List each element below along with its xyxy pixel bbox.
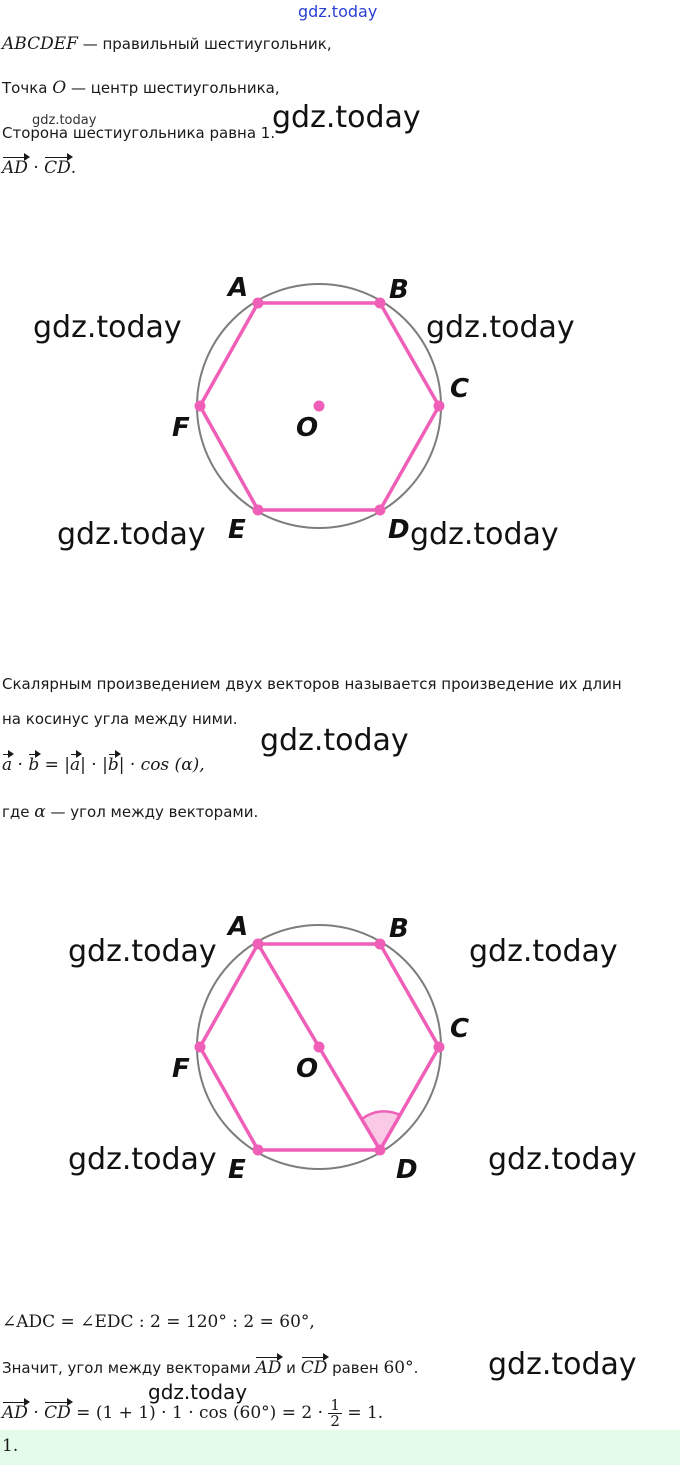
- label-b: B: [389, 914, 409, 944]
- task-expression: [2, 158, 76, 178]
- conclusion-line: [2, 1358, 418, 1378]
- definition-line-2: на косинус угла между ними.: [2, 710, 238, 728]
- final-expression: = (1 + 1) · 1 · cos (60°) = 2 ·: [70, 1403, 329, 1423]
- definition-line-4: [2, 802, 258, 822]
- final-end: = 1.: [341, 1403, 384, 1423]
- label-e: E: [228, 515, 246, 545]
- vector-cd: CD: [44, 1403, 71, 1423]
- watermark: gdz.today: [488, 1347, 637, 1382]
- answer-box: [0, 1430, 680, 1465]
- label-c: C: [450, 374, 470, 404]
- angle-equation: ∠ADC = ∠EDC : 2 = 120° : 2 = 60°,: [2, 1312, 315, 1332]
- watermark: gdz.today: [410, 517, 559, 552]
- definition-line-1: Скалярным произведением двух векторов называется произведение их длин: [2, 675, 622, 693]
- watermark-small: gdz.today: [32, 113, 97, 128]
- dot-product-formula: a · b = |a| · |b| · cos (α),: [2, 755, 205, 775]
- definition-line-4-a: где: [2, 803, 35, 821]
- dot-operator: ·: [27, 1403, 45, 1423]
- intro-line-2-b: — центр шестиугольника,: [66, 79, 280, 97]
- vector-ad: AD: [2, 1403, 28, 1423]
- vector-ad: AD: [2, 158, 28, 178]
- label-e: E: [228, 1155, 246, 1185]
- vector-a: a: [2, 755, 13, 775]
- label-d: D: [388, 515, 410, 545]
- conclusion-b: равен: [327, 1359, 384, 1377]
- watermark: gdz.today: [148, 1380, 248, 1404]
- conclusion-a: Значит, угол между векторами: [2, 1359, 256, 1377]
- watermark: gdz.today: [33, 310, 182, 345]
- dot-operator: ·: [27, 158, 45, 178]
- formula-end: | · cos (α),: [118, 755, 205, 775]
- watermark: gdz.today: [426, 310, 575, 345]
- label-b: B: [389, 275, 409, 305]
- watermark: gdz.today: [488, 1142, 637, 1177]
- watermark: gdz.today: [260, 723, 409, 758]
- fraction-one-half: [328, 1398, 342, 1429]
- vertices: [195, 298, 445, 516]
- watermark: gdz.today: [272, 100, 421, 135]
- hexagon-name: ABCDEF: [2, 34, 78, 54]
- label-d: D: [396, 1155, 418, 1185]
- vector-a-abs: a: [70, 755, 81, 775]
- center-name: O: [52, 78, 67, 98]
- intro-line-2: [2, 78, 280, 98]
- watermark: gdz.today: [68, 934, 217, 969]
- fraction-numerator: 1: [330, 1396, 340, 1414]
- watermark: gdz.today: [57, 517, 206, 552]
- label-f: F: [172, 1054, 190, 1084]
- vertices: [195, 939, 445, 1156]
- conclusion-end: .: [413, 1359, 419, 1377]
- label-f: F: [172, 413, 190, 443]
- label-o: O: [296, 413, 319, 443]
- watermark: gdz.today: [68, 1142, 217, 1177]
- watermark: gdz.today: [469, 934, 618, 969]
- answer-value: 1.: [2, 1436, 19, 1456]
- period: .: [70, 158, 77, 178]
- vector-cd: CD: [44, 158, 71, 178]
- intro-line-3: Сторона шестиугольника равна 1.: [2, 124, 276, 142]
- definition-line-4-b: — угол между векторами.: [45, 803, 259, 821]
- final-calculation: [2, 1398, 383, 1429]
- conclusion-and: и: [281, 1359, 301, 1377]
- intro-line-1: [2, 34, 332, 54]
- vector-cd: CD: [300, 1358, 328, 1378]
- angle-value: 60°: [383, 1358, 414, 1378]
- intro-line-2-a: Точка: [2, 79, 53, 97]
- watermark-top: gdz.today: [298, 2, 378, 21]
- hexagon-figure-2: [0, 895, 680, 1205]
- label-c: C: [450, 1014, 470, 1044]
- vector-b-abs: b: [107, 755, 119, 775]
- formula-mid: | · |: [80, 755, 108, 775]
- label-a: A: [228, 912, 249, 942]
- label-o: O: [296, 1054, 319, 1084]
- label-a: A: [228, 273, 249, 303]
- alpha-symbol: α: [34, 802, 46, 822]
- formula-eq: = |: [39, 755, 71, 775]
- fraction-denominator: 2: [330, 1412, 340, 1430]
- intro-line-1-text: — правильный шестиугольник,: [77, 35, 332, 53]
- vector-b: b: [28, 755, 40, 775]
- hexagon-figure-1: [0, 250, 680, 580]
- vector-ad: AD: [255, 1358, 282, 1378]
